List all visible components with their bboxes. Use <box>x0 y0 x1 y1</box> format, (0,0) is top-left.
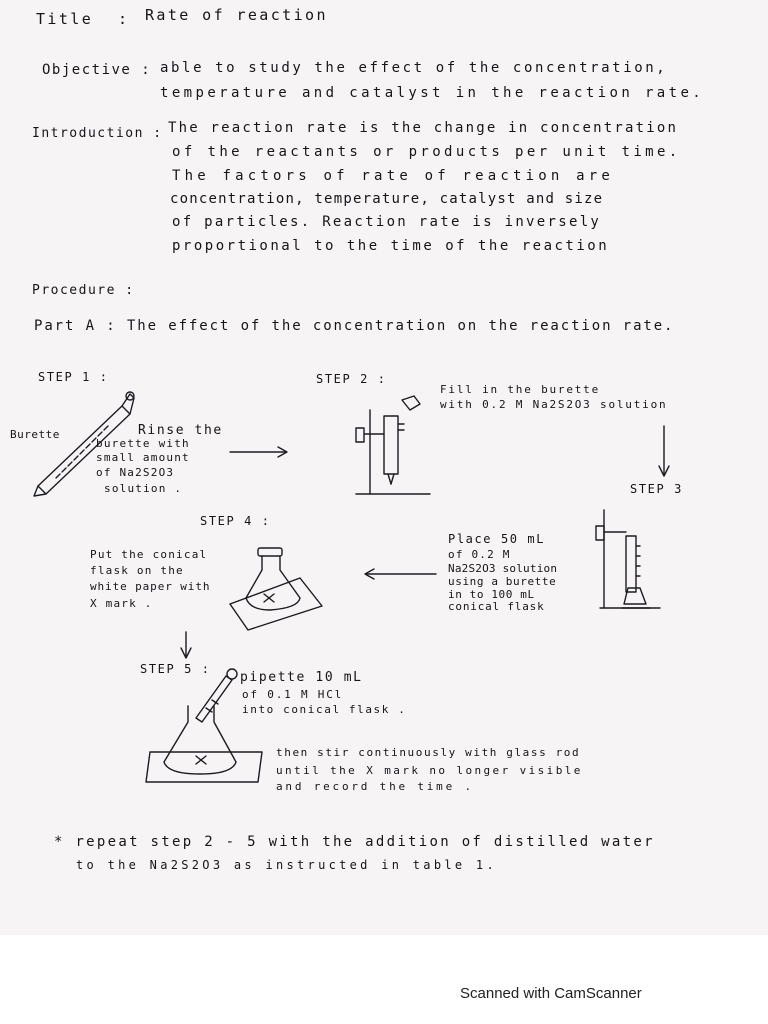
step4-line-1: Put the conical <box>90 548 208 561</box>
objective-line-1: able to study the effect of the concentration, <box>160 60 668 76</box>
arrow-step1-to-step2 <box>230 447 287 457</box>
objective-label: Objective : <box>42 62 152 78</box>
step3-label: STEP 3 <box>630 482 683 496</box>
step5-line-3: into conical flask . <box>242 703 407 716</box>
step5-stir-line-3: and record the time . <box>276 780 474 793</box>
introduction-line-4: concentration, temperature, catalyst and size <box>170 191 604 207</box>
repeat-note-line-2: to the Na2S2O3 as instructed in table 1. <box>76 858 497 872</box>
step4-line-3: white paper with <box>90 580 211 593</box>
step4-line-4: X mark . <box>90 597 153 610</box>
step5-line-1: pipette 10 mL <box>240 670 363 685</box>
step5-label: STEP 5 : <box>140 662 211 676</box>
step1-line-1: Rinse the <box>138 423 223 438</box>
step1-line-3: small amount <box>96 451 190 464</box>
introduction-label: Introduction : <box>32 126 163 141</box>
burette-label: Burette <box>10 428 60 441</box>
step1-line-4: of Na2S2O3 <box>96 466 175 479</box>
step4-label: STEP 4 : <box>200 514 271 528</box>
arrow-step3-to-step4 <box>365 569 436 579</box>
retort-stand-step2 <box>356 396 430 494</box>
procedure-label: Procedure : <box>32 283 135 298</box>
introduction-line-3: The factors of rate of reaction are <box>172 168 615 184</box>
camscanner-watermark: Scanned with CamScanner <box>460 985 642 1002</box>
arrow-step4-to-step5 <box>181 632 191 658</box>
step5-stir-line-2: until the X mark no longer visible <box>276 764 583 777</box>
step2-line-1: Fill in the burette <box>440 383 601 396</box>
repeat-note-line-1: * repeat step 2 - 5 with the addition of distilled water <box>54 834 655 850</box>
objective-line-2: temperature and catalyst in the reaction rate. <box>160 85 705 101</box>
step3-line-3: Na2S2O3 solution <box>448 562 558 575</box>
step1-label: STEP 1 : <box>38 370 109 384</box>
step3-line-1: Place 50 mL <box>448 532 546 546</box>
introduction-line-2: of the reactants or products per unit time. <box>172 144 681 160</box>
step2-line-2: with 0.2 M Na2S2O3 solution <box>440 398 668 411</box>
title-label: Title <box>36 10 94 28</box>
step5-stir-line-1: then stir continuously with glass rod <box>276 746 581 759</box>
step3-line-5: in to 100 mL <box>448 588 535 601</box>
title-colon: : <box>118 10 130 28</box>
title-value: Rate of reaction <box>145 6 328 24</box>
introduction-line-1: The reaction rate is the change in concentration <box>168 120 679 136</box>
burette-drawing <box>34 392 134 496</box>
step3-line-4: using a burette <box>448 575 557 588</box>
step4-line-2: flask on the <box>90 564 184 577</box>
part-a-heading: Part A : The effect of the concentration on the reaction rate. <box>34 318 675 334</box>
arrow-step2-to-step3 <box>659 426 669 476</box>
step3-line-2: of 0.2 M <box>448 548 511 561</box>
flask-with-pipette-step5 <box>146 669 262 782</box>
step1-line-2: burette with <box>96 437 190 450</box>
step2-label: STEP 2 : <box>316 372 387 386</box>
step3-line-6: conical flask <box>448 600 545 613</box>
retort-stand-step3 <box>596 510 660 608</box>
step1-line-5: solution . <box>104 482 183 495</box>
flask-on-paper-step4 <box>230 548 322 630</box>
introduction-line-6: proportional to the time of the reaction <box>172 238 610 254</box>
step5-line-2: of 0.1 M HCl <box>242 688 344 701</box>
introduction-line-5: of particles. Reaction rate is inversely <box>172 214 602 230</box>
